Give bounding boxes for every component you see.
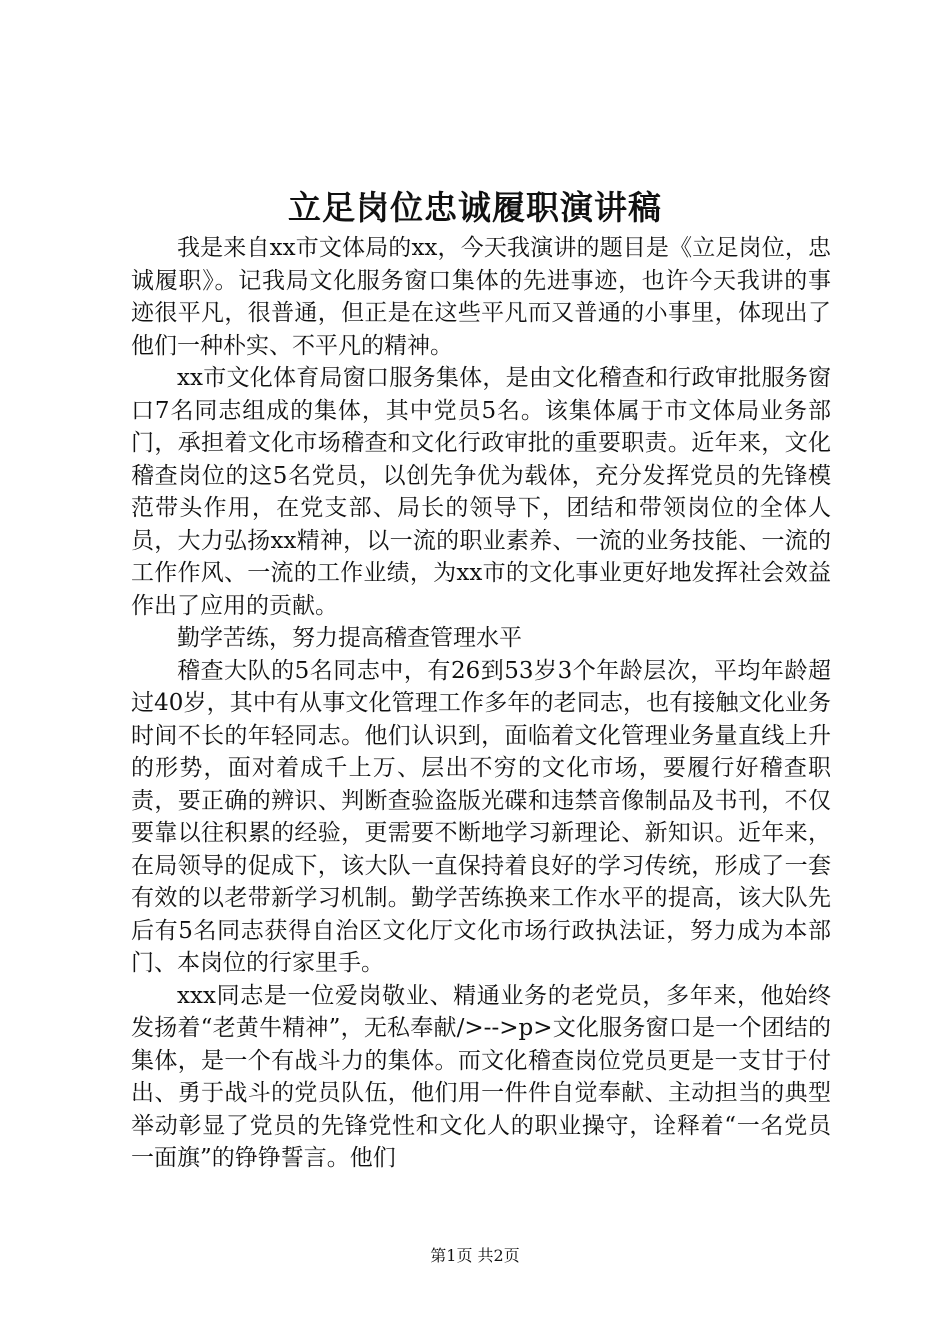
paragraph-collective: xx市文化体育局窗口服务集体，是由文化稽查和行政审批服务窗口7名同志组成的集体，其中党员5名。该集体属于市文体局业务部门，承担着文化市场稽查和文化行政审批的重要职责。近年来，文化稽查岗位的这5名党员，以创先争优为载体，充分发挥党员的先锋模范带头作用，在党支部、局长的领导下，团结和带领岗位的全体人员，大力弘扬xx精神，以一流的职业素养、一流的业务技能、一流的工作作风、一流的工作业绩，为xx市的文化事业更好地发挥社会效益作出了应用的贡献。 [131, 365, 831, 619]
document-title: 立足岗位忠诚履职演讲稿 [288, 188, 662, 227]
document-body [131, 232, 831, 1175]
page-footer: 第1页 共2页 [430, 1246, 520, 1265]
paragraph-intro: 我是来自xx市文体局的xx，今天我演讲的题目是《立足岗位，忠诚履职》。记我局文化服务窗口集体的先进事迹，也许今天我讲的事迹很平凡，很普通，但正是在这些平凡而又普通的小事里，体现出了他们一种朴实、不平凡的精神。 [131, 235, 831, 359]
paragraph-member: xxx同志是一位爱岗敬业、精通业务的老党员，多年来，他始终发扬着“老黄牛精神”，无私奉献/>-->p>文化服务窗口是一个团结的集体，是一个有战斗力的集体。而文化稽查岗位党员更是一支甘于付出、勇于战斗的党员队伍，他们用一件件自觉奉献、主动担当的典型举动彰显了党员的先锋党性和文化人的职业操守，诠释着“一名党员一面旗”的铮铮誓言。他们 [131, 982, 831, 1171]
section-heading: 勤学苦练，努力提高稽查管理水平 [177, 625, 522, 651]
paragraph-team: 稽查大队的5名同志中，有26到53岁3个年龄层次，平均年龄超过40岁，其中有从事文化管理工作多年的老同志，也有接触文化业务时间不长的年轻同志。他们认识到，面临着文化管理业务量直线上升的形势，面对着成千上万、层出不穷的文化市场，要履行好稽查职责，要正确的辨识、判断查验盗版光碟和违禁音像制品及书刊，不仅要靠以往积累的经验，更需要不断地学习新理论、新知识。近年来，在局领导的促成下，该大队一直保持着良好的学习传统，形成了一套有效的以老带新学习机制。勤学苦练换来工作水平的提高，该大队先后有5名同志获得自治区文化厅文化市场行政执法证，努力成为本部门、本岗位的行家里手。 [131, 657, 831, 976]
